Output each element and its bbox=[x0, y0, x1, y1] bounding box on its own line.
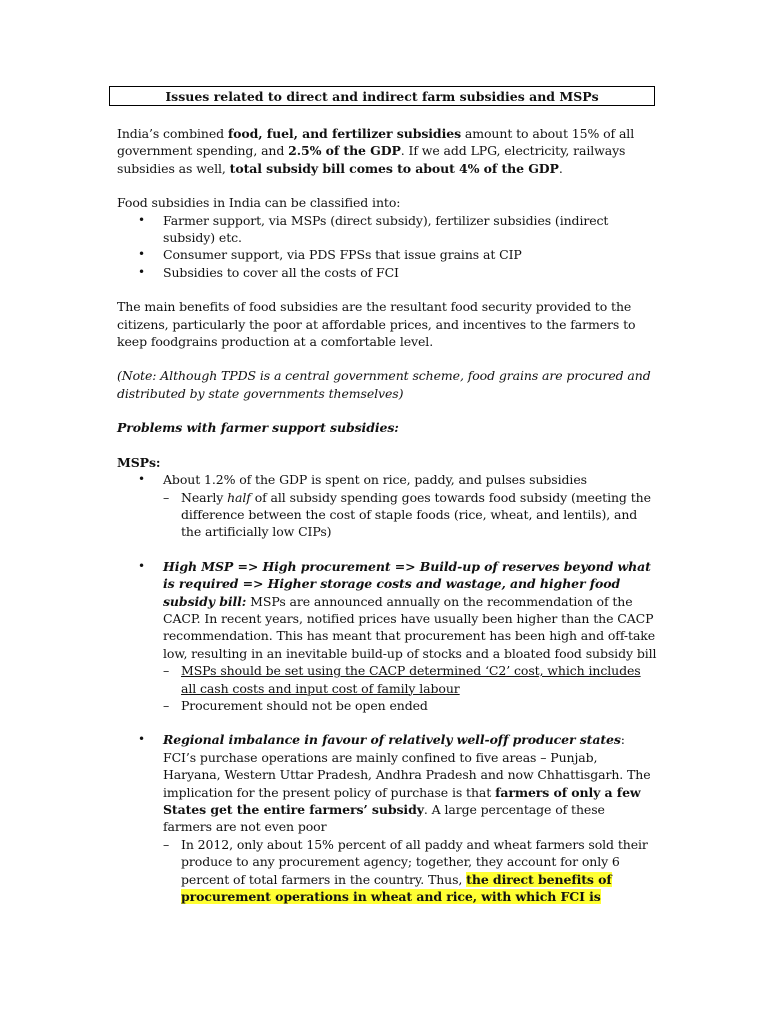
sub-list-item: – Nearly half of all subsidy spending goes towards food subsidy (meeting the difference between the cost of staple foods (rice, wheat, and lentils), and the artificially low CIPs) bbox=[163, 489, 651, 540]
classification-lead: Food subsidies in India can be classified into: bbox=[117, 195, 401, 211]
sub-list bbox=[163, 489, 657, 541]
list-item: • High MSP => High procurement => Build-up of reserves beyond what is required => Higher storage costs and wastage, and higher food subsidy bill: MSPs are announced annually on the recommendation of the CACP. In recent years, notified prices have usually been higher than the CACP recommendation. This has meant that procurement has been high and off-take low, resulting in an inevitable build-up of stocks and a bloated food subsidy bill – MSPs should be set using the CACP determined ‘C2’ cost, which includes all cash costs and input cost of family labour – Procurement should not be open ended bbox=[138, 558, 657, 713]
sub-list-item: – MSPs should be set using the CACP determined ‘C2’ cost, which includes all cash costs and input cost of family labour bbox=[163, 663, 641, 696]
sub-list bbox=[163, 836, 657, 906]
note-paragraph: (Note: Although TPDS is a central government scheme, food grains are procured and distributed by state governments themselves) bbox=[117, 368, 651, 401]
benefits-paragraph: The main benefits of food subsidies are the resultant food security provided to the citizens, particularly the poor at affordable prices, and incentives to the farmers to keep foodgrains production at a comfortable level. bbox=[117, 299, 636, 350]
sub-list-item: – In 2012, only about 15% percent of all paddy and wheat farmers sold their produce to any procurement agency; together, they account for only 6 percent of total farmers in the country. Thus, the direct benefits of procurement operations in wheat and rice, with which FCI is bbox=[163, 836, 648, 905]
classification-list bbox=[117, 212, 657, 282]
msps-heading: MSPs: bbox=[117, 454, 161, 470]
sub-list bbox=[163, 662, 657, 714]
list-item: • Regional imbalance in favour of relatively well-off producer states: FCI’s purchase operations are mainly confined to five areas – Punjab, Haryana, Western Uttar Pradesh, Andhra Pradesh and now Chhattisgarh. The implication for the present policy of purchase is that farmers of only a few States get the entire farmers’ subsidy. A large percentage of these farmers are not even poor – In 2012, only about 15% percent of all paddy and wheat farmers sold their produce to any procurement agency; together, they account for only 6 percent of total farmers in the country. Thus, the direct benefits of procurement operations in wheat and rice, with which FCI is bbox=[117, 731, 657, 905]
list-item: • About 1.2% of the GDP is spent on rice, paddy, and pulses subsidies – Nearly half of all subsidy spending goes towards food subsidy (meeting the difference between the cost of staple foods (rice, wheat, and lentils), and the artificially low CIPs) bbox=[117, 471, 657, 558]
document-title: Issues related to direct and indirect farm subsidies and MSPs bbox=[109, 86, 655, 106]
problems-heading: Problems with farmer support subsidies: bbox=[117, 420, 399, 436]
highlighted-text: the direct benefits of procurement operations in wheat and rice, with which FCI is bbox=[181, 871, 612, 905]
list-item: • Farmer support, via MSPs (direct subsidy), fertilizer subsidies (indirect subsidy) etc. bbox=[138, 212, 609, 246]
intro-paragraph: India’s combined food, fuel, and fertilizer subsidies amount to about 15% of all government spending, and 2.5% of the GDP. If we add LPG, electricity, railways subsidies as well, total subsidy bill comes to about 4% of the GDP. bbox=[117, 126, 635, 176]
list-item: • Consumer support, via PDS FPSs that issue grains at CIP bbox=[138, 247, 522, 263]
msp-points bbox=[117, 471, 657, 905]
document-body bbox=[117, 125, 657, 905]
list-item: • Subsidies to cover all the costs of FCI bbox=[138, 264, 399, 280]
sub-list-item: – Procurement should not be open ended bbox=[163, 697, 428, 713]
